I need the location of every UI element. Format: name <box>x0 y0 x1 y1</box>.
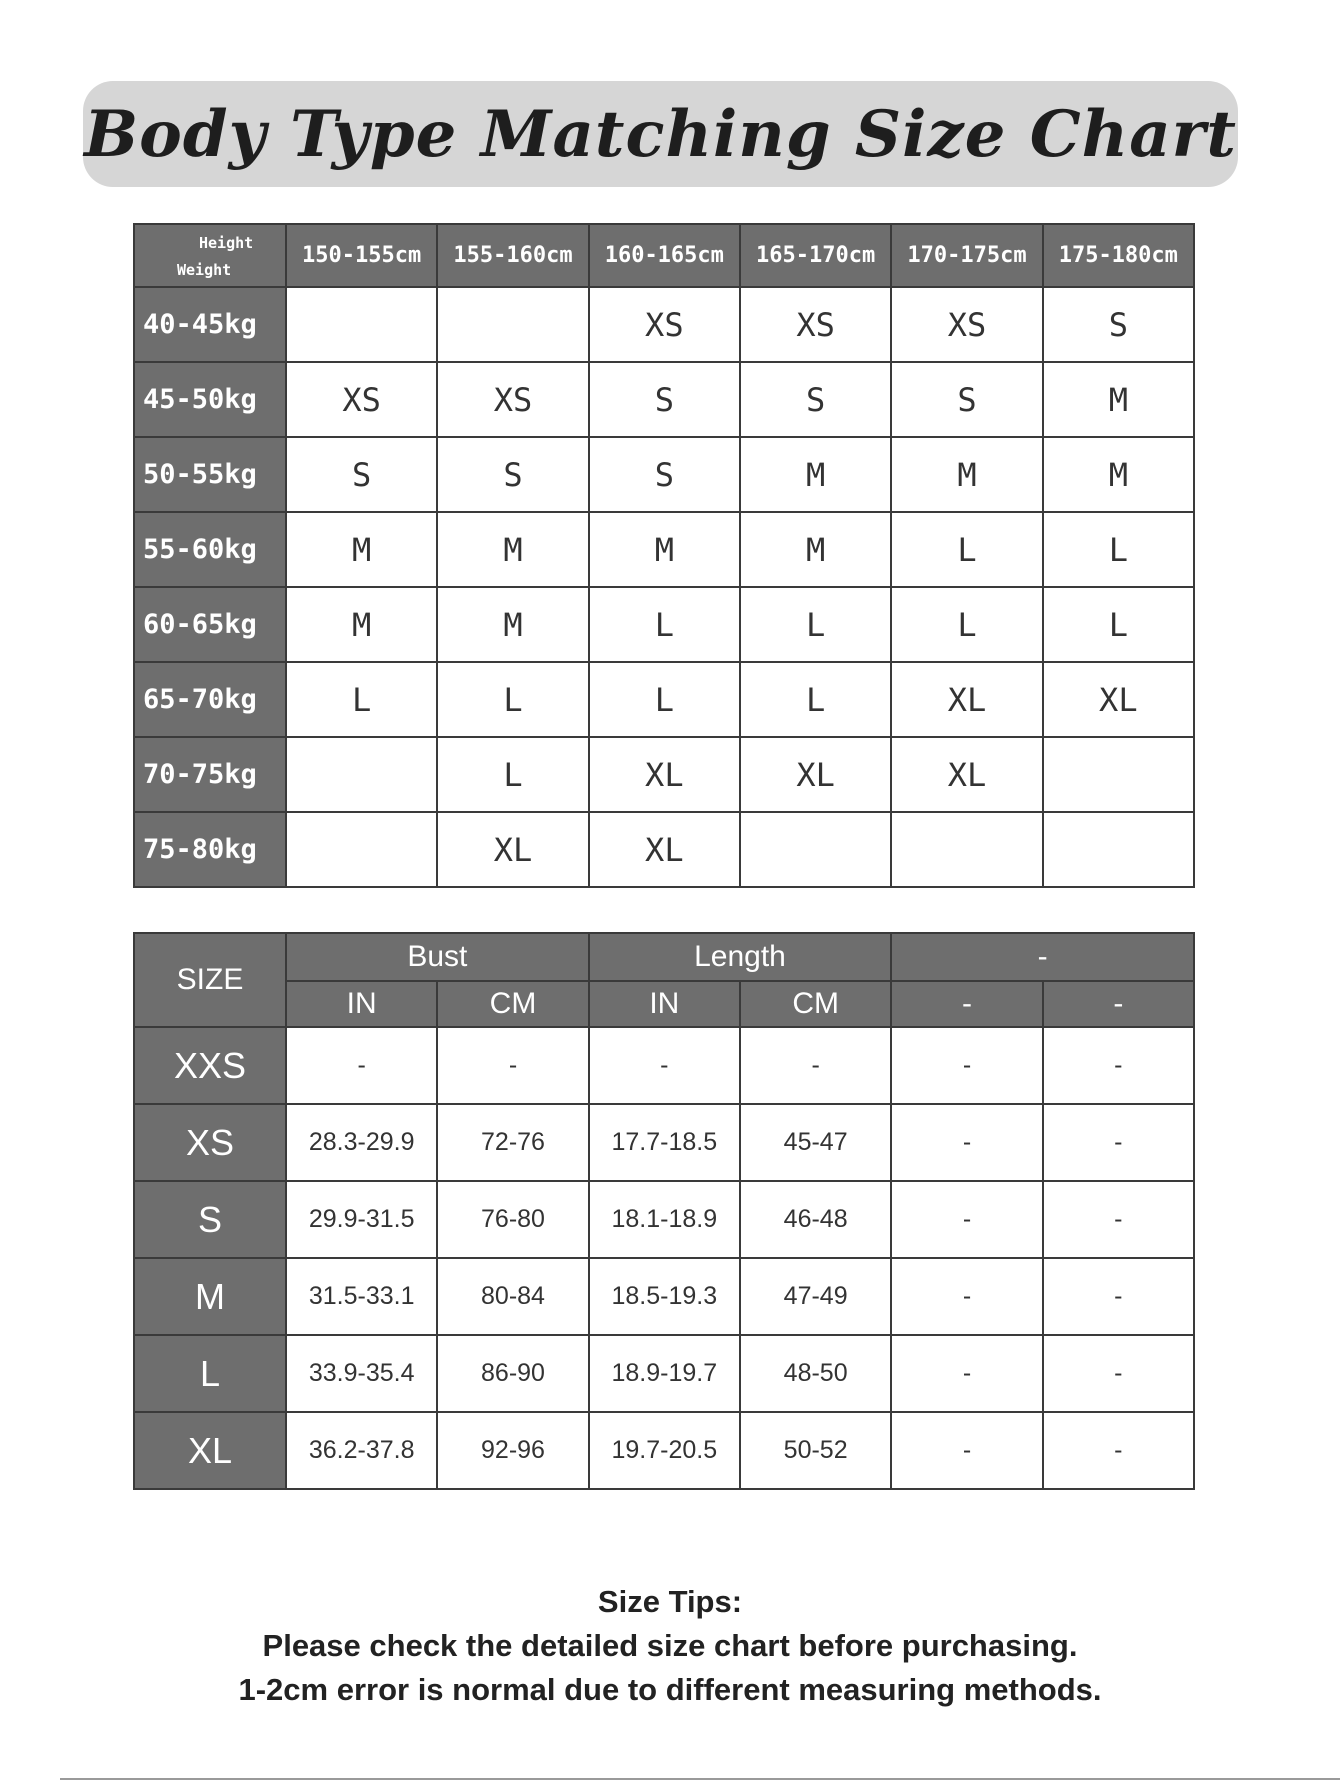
height-header: 175-180cm <box>1043 224 1194 287</box>
size-cell <box>286 287 437 362</box>
measure-cell: - <box>1043 1412 1194 1489</box>
size-cell: XL <box>1043 662 1194 737</box>
measure-cell: 17.7-18.5 <box>589 1104 740 1181</box>
measure-cell: - <box>740 1027 891 1104</box>
measure-cell: - <box>1043 1335 1194 1412</box>
size-cell: M <box>286 512 437 587</box>
corner-cell <box>134 224 286 287</box>
measure-cell: - <box>891 1181 1042 1258</box>
group-header-row <box>134 933 1194 981</box>
size-cell: L <box>740 662 891 737</box>
table-row <box>134 1412 1194 1489</box>
size-measurement-table <box>133 932 1195 1490</box>
size-cell <box>286 812 437 887</box>
size-cell <box>891 812 1042 887</box>
weight-label: 60-65kg <box>134 587 286 662</box>
size-tips <box>0 1580 1340 1712</box>
body-type-size-table <box>133 223 1195 888</box>
tips-line: 1-2cm error is normal due to different measuring methods. <box>238 1672 1102 1707</box>
measure-cell: - <box>437 1027 588 1104</box>
unit-header: - <box>891 981 1042 1027</box>
unit-header: CM <box>437 981 588 1027</box>
measure-cell: 28.3-29.9 <box>286 1104 437 1181</box>
size-cell: S <box>589 437 740 512</box>
size-cell: S <box>740 362 891 437</box>
size-cell: L <box>1043 512 1194 587</box>
measure-cell: - <box>891 1027 1042 1104</box>
size-cell: M <box>437 512 588 587</box>
measure-cell: 18.1-18.9 <box>589 1181 740 1258</box>
size-cell: L <box>437 737 588 812</box>
measure-cell: - <box>891 1258 1042 1335</box>
size-label: XL <box>134 1412 286 1489</box>
weight-label: 70-75kg <box>134 737 286 812</box>
size-cell: M <box>589 512 740 587</box>
measure-cell: - <box>891 1412 1042 1489</box>
group-header-length: Length <box>589 933 892 981</box>
size-label: M <box>134 1258 286 1335</box>
table-row <box>134 1181 1194 1258</box>
size-cell: XL <box>740 737 891 812</box>
size-cell: S <box>1043 287 1194 362</box>
measure-cell: 48-50 <box>740 1335 891 1412</box>
height-header: 150-155cm <box>286 224 437 287</box>
size-cell: XS <box>437 362 588 437</box>
table-row <box>134 737 1194 812</box>
table-row <box>134 437 1194 512</box>
size-cell: L <box>1043 587 1194 662</box>
table-row <box>134 1335 1194 1412</box>
page-title: Body Type Matching Size Chart <box>84 96 1237 172</box>
tips-line: Please check the detailed size chart before purchasing. <box>262 1628 1078 1663</box>
size-cell: M <box>1043 437 1194 512</box>
measure-cell: - <box>1043 1258 1194 1335</box>
size-cell: S <box>589 362 740 437</box>
measure-cell: 86-90 <box>437 1335 588 1412</box>
bottom-divider <box>60 1778 1340 1780</box>
size-cell <box>740 812 891 887</box>
unit-header: CM <box>740 981 891 1027</box>
measure-cell: 19.7-20.5 <box>589 1412 740 1489</box>
height-header: 160-165cm <box>589 224 740 287</box>
weight-label: 45-50kg <box>134 362 286 437</box>
size-cell: XL <box>437 812 588 887</box>
table-row <box>134 362 1194 437</box>
table-row <box>134 587 1194 662</box>
size-cell: S <box>891 362 1042 437</box>
size-cell <box>1043 737 1194 812</box>
size-cell: M <box>1043 362 1194 437</box>
height-header: 170-175cm <box>891 224 1042 287</box>
size-label: S <box>134 1181 286 1258</box>
size-cell: L <box>286 662 437 737</box>
size-column-header: SIZE <box>134 933 286 1027</box>
size-cell: S <box>437 437 588 512</box>
measure-cell: 31.5-33.1 <box>286 1258 437 1335</box>
measure-cell: - <box>286 1027 437 1104</box>
weight-label: 40-45kg <box>134 287 286 362</box>
size-cell <box>286 737 437 812</box>
measure-cell: - <box>1043 1027 1194 1104</box>
size-cell: M <box>286 587 437 662</box>
size-cell: XS <box>589 287 740 362</box>
measure-cell: 47-49 <box>740 1258 891 1335</box>
size-cell: XL <box>891 737 1042 812</box>
size-cell: M <box>891 437 1042 512</box>
measure-cell: 80-84 <box>437 1258 588 1335</box>
weight-label: 75-80kg <box>134 812 286 887</box>
weight-label: 55-60kg <box>134 512 286 587</box>
table-row <box>134 662 1194 737</box>
table-row <box>134 512 1194 587</box>
table-row <box>134 1027 1194 1104</box>
measure-cell: 50-52 <box>740 1412 891 1489</box>
measure-cell: - <box>589 1027 740 1104</box>
size-cell: L <box>891 587 1042 662</box>
measure-cell: 18.9-19.7 <box>589 1335 740 1412</box>
subheader-row <box>134 981 1194 1027</box>
size-cell: M <box>740 437 891 512</box>
unit-header: IN <box>589 981 740 1027</box>
measure-cell: 46-48 <box>740 1181 891 1258</box>
measure-cell: 18.5-19.3 <box>589 1258 740 1335</box>
size-cell: XL <box>589 812 740 887</box>
size-label: L <box>134 1335 286 1412</box>
table-row <box>134 812 1194 887</box>
size-cell: XL <box>589 737 740 812</box>
size-cell: M <box>740 512 891 587</box>
title-banner <box>83 81 1238 187</box>
size-cell: M <box>437 587 588 662</box>
measure-cell: 92-96 <box>437 1412 588 1489</box>
table-row <box>134 1258 1194 1335</box>
table-row <box>134 287 1194 362</box>
weight-label: 65-70kg <box>134 662 286 737</box>
size-cell: L <box>589 662 740 737</box>
measure-cell: 36.2-37.8 <box>286 1412 437 1489</box>
height-header-row <box>134 224 1194 287</box>
group-header-bust: Bust <box>286 933 589 981</box>
weight-label: 50-55kg <box>134 437 286 512</box>
size-cell: XS <box>740 287 891 362</box>
height-header: 155-160cm <box>437 224 588 287</box>
size-cell: L <box>891 512 1042 587</box>
measure-cell: 72-76 <box>437 1104 588 1181</box>
measure-cell: - <box>1043 1104 1194 1181</box>
corner-weight-label: Weight <box>177 261 232 279</box>
height-header: 165-170cm <box>740 224 891 287</box>
measure-cell: 76-80 <box>437 1181 588 1258</box>
size-cell <box>1043 812 1194 887</box>
size-cell: L <box>437 662 588 737</box>
size-cell: L <box>589 587 740 662</box>
size-cell: XL <box>891 662 1042 737</box>
measure-cell: 45-47 <box>740 1104 891 1181</box>
tips-heading: Size Tips: <box>597 1584 743 1619</box>
measure-cell: 29.9-31.5 <box>286 1181 437 1258</box>
table-row <box>134 1104 1194 1181</box>
measure-cell: - <box>1043 1181 1194 1258</box>
group-header-blank: - <box>891 933 1194 981</box>
size-label: XS <box>134 1104 286 1181</box>
size-label: XXS <box>134 1027 286 1104</box>
unit-header: IN <box>286 981 437 1027</box>
size-cell: S <box>286 437 437 512</box>
size-cell: XS <box>891 287 1042 362</box>
measure-cell: - <box>891 1335 1042 1412</box>
measure-cell: 33.9-35.4 <box>286 1335 437 1412</box>
size-cell: L <box>740 587 891 662</box>
unit-header: - <box>1043 981 1194 1027</box>
size-cell: XS <box>286 362 437 437</box>
corner-height-label: Height <box>199 234 254 252</box>
measure-cell: - <box>891 1104 1042 1181</box>
size-cell <box>437 287 588 362</box>
